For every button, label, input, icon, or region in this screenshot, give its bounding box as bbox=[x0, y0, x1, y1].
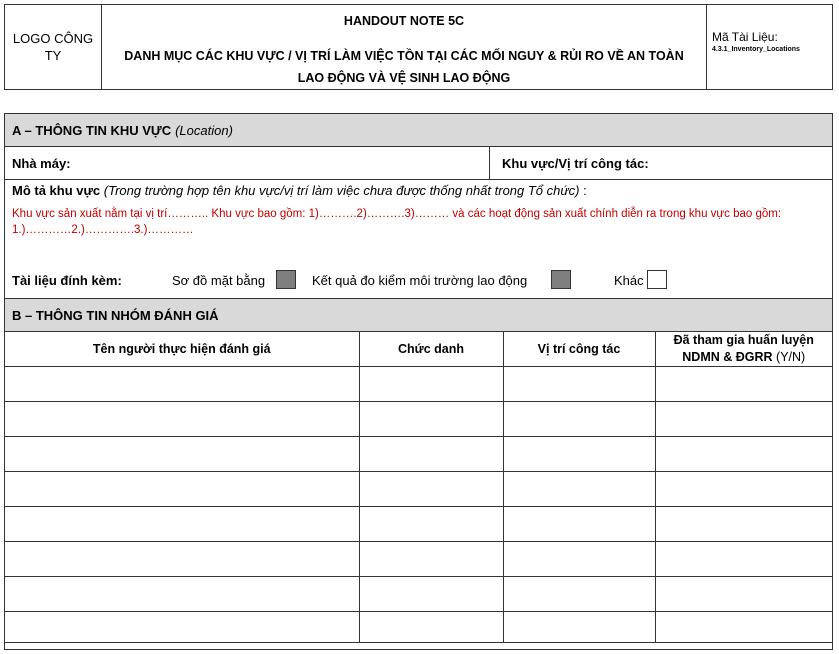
assessment-team-table bbox=[5, 332, 832, 643]
document-header bbox=[4, 4, 833, 90]
table-cell[interactable] bbox=[655, 367, 832, 402]
table-row bbox=[5, 612, 832, 643]
table-row bbox=[5, 507, 832, 542]
table-cell[interactable] bbox=[359, 437, 503, 472]
area-description-colon: : bbox=[579, 183, 587, 198]
table-row bbox=[5, 542, 832, 577]
table-cell[interactable] bbox=[503, 542, 655, 577]
table-cell[interactable] bbox=[503, 472, 655, 507]
table-cell[interactable] bbox=[359, 472, 503, 507]
area-description-line bbox=[12, 183, 587, 198]
factory-label: Nhà máy: bbox=[12, 156, 71, 171]
table-cell[interactable] bbox=[359, 367, 503, 402]
attachment-floor-plan-checkbox[interactable] bbox=[276, 270, 296, 289]
area-description-label: Mô tả khu vực bbox=[12, 183, 101, 198]
attachment-floor-plan-label: Sơ đồ mặt bằng bbox=[172, 273, 266, 288]
table-cell[interactable] bbox=[503, 402, 655, 437]
assessment-form bbox=[4, 113, 833, 650]
document-code-label: Mã Tài Liệu: bbox=[712, 30, 778, 44]
col-training-label: Đã tham gia huấn luyện NDMN & ĐGRR bbox=[673, 333, 814, 364]
section-a-header bbox=[5, 114, 832, 147]
table-cell[interactable] bbox=[503, 612, 655, 643]
attachment-env-measurement-checkbox[interactable] bbox=[551, 270, 571, 289]
handout-title: HANDOUT NOTE 5C bbox=[343, 14, 465, 28]
company-logo-placeholder: LOGO CÔNG TY bbox=[5, 5, 102, 89]
attachments-row bbox=[12, 270, 827, 290]
table-cell[interactable] bbox=[655, 402, 832, 437]
table-cell[interactable] bbox=[503, 437, 655, 472]
attachments-label: Tài liệu đính kèm: bbox=[12, 273, 122, 288]
table-row bbox=[5, 577, 832, 612]
col-work-position: Vị trí công tác bbox=[503, 332, 655, 367]
column-divider bbox=[489, 147, 490, 179]
col-assessor-name: Tên người thực hiện đánh giá bbox=[5, 332, 359, 367]
table-cell[interactable] bbox=[5, 367, 359, 402]
table-cell[interactable] bbox=[359, 577, 503, 612]
table-cell[interactable] bbox=[655, 577, 832, 612]
section-a-subtitle: (Location) bbox=[175, 122, 233, 138]
table-cell[interactable] bbox=[5, 542, 359, 577]
col-job-title: Chức danh bbox=[359, 332, 503, 367]
table-cell[interactable] bbox=[655, 472, 832, 507]
handout-subtitle: DANH MỤC CÁC KHU VỰC / VỊ TRÍ LÀM VIỆC TỒN TẠI CÁC MỐI NGUY & RỦI RO VỀ AN TOÀN LAO ĐỘNG VÀ VỆ SINH LAO ĐỘNG bbox=[124, 49, 684, 85]
col-training-yn: (Y/N) bbox=[776, 350, 806, 364]
attachment-env-measurement-label: Kết quả đo kiểm môi trường lao động bbox=[312, 273, 528, 288]
document-code: 4.3.1_Inventory_Locations bbox=[712, 46, 800, 53]
table-cell[interactable] bbox=[5, 437, 359, 472]
area-description-example[interactable]: Khu vực sản xuất nằm tại vị trí……….. Khu vực bao gồm: 1)……….2)……….3)……… và các hoạt động sản xuất chính diễn ra trong khu vực bao gồm: 1.)…………2.)………….3.)………… bbox=[12, 208, 782, 236]
section-a-title: A – THÔNG TIN KHU VỰC bbox=[12, 122, 172, 138]
table-row bbox=[5, 402, 832, 437]
table-row bbox=[5, 472, 832, 507]
table-cell[interactable] bbox=[655, 612, 832, 643]
factory-area-row bbox=[5, 147, 832, 180]
table-cell[interactable] bbox=[359, 612, 503, 643]
attachment-other-checkbox[interactable] bbox=[647, 270, 667, 289]
table-cell[interactable] bbox=[655, 437, 832, 472]
table-cell[interactable] bbox=[359, 402, 503, 437]
table-cell[interactable] bbox=[655, 507, 832, 542]
table-header-row bbox=[5, 332, 832, 367]
header-title-block bbox=[102, 5, 707, 89]
table-cell[interactable] bbox=[503, 507, 655, 542]
area-label: Khu vực/Vị trí công tác: bbox=[502, 156, 649, 171]
attachment-other-label: Khác bbox=[614, 273, 644, 288]
section-b-title: B – THÔNG TIN NHÓM ĐÁNH GIÁ bbox=[12, 307, 219, 323]
table-cell[interactable] bbox=[359, 542, 503, 577]
table-cell[interactable] bbox=[503, 577, 655, 612]
table-row bbox=[5, 437, 832, 472]
col-training bbox=[655, 332, 832, 367]
table-cell[interactable] bbox=[655, 542, 832, 577]
table-cell[interactable] bbox=[359, 507, 503, 542]
table-cell[interactable] bbox=[5, 507, 359, 542]
area-description-hint: (Trong trường hợp tên khu vực/vị trí làm việc chưa được thống nhất trong Tổ chức) bbox=[103, 183, 580, 198]
table-cell[interactable] bbox=[5, 612, 359, 643]
table-row bbox=[5, 367, 832, 402]
table-cell[interactable] bbox=[5, 402, 359, 437]
table-cell[interactable] bbox=[503, 367, 655, 402]
table-cell[interactable] bbox=[5, 472, 359, 507]
section-b-header bbox=[5, 298, 832, 332]
document-code-block bbox=[707, 5, 832, 89]
table-cell[interactable] bbox=[5, 577, 359, 612]
